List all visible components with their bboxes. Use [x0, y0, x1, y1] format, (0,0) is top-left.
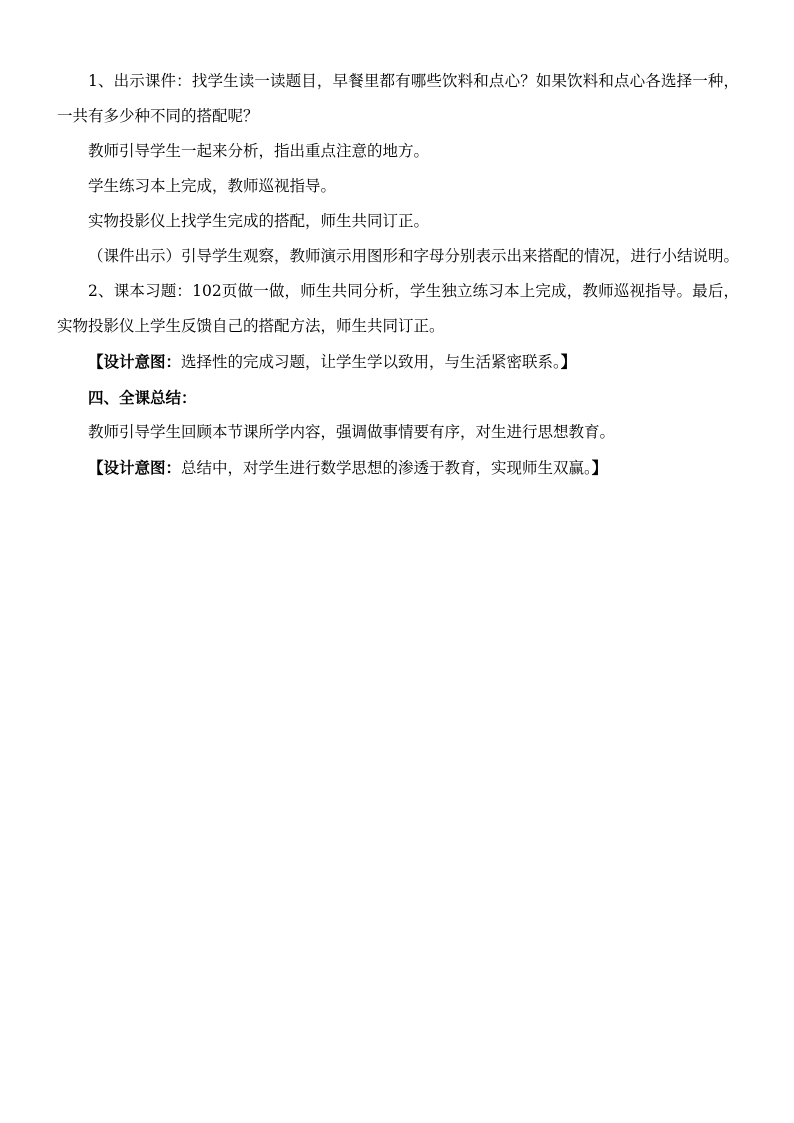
design-intent-2-close: 】: [591, 458, 608, 477]
paragraph-projector-correction: 实物投影仪上找学生完成的搭配，师生共同订正。: [88, 212, 430, 230]
paragraph-teacher-guide: 教师引导学生一起来分析，指出重点注意的地方。: [88, 142, 430, 160]
design-intent-2-body: 总结中，对学生进行数学思想的渗透于教育，实现师生双赢。: [181, 459, 592, 477]
paragraph-step-2: 2、课本习题：102页做一做，师生共同分析，学生独立练习本上完成，教师巡视指导。最后，实物投影仪上学生反馈自己的搭配方法，师生共同订正。: [57, 282, 739, 335]
design-intent-1-close: 】: [560, 352, 577, 371]
design-intent-1-label: 【设计意图：: [88, 352, 182, 371]
paragraph-student-practice: 学生练习本上完成，教师巡视指导。: [88, 177, 337, 195]
design-intent-2: [57, 450, 739, 486]
design-intent-1: [57, 344, 739, 380]
section-heading-summary: 四、全课总结：: [88, 388, 197, 407]
design-intent-2-label: 【设计意图：: [88, 458, 182, 477]
paragraph-step-1: 1、出示课件：找学生读一读题目，早餐里都有哪些饮料和点心？如果饮料和点心各选择一种，一共有多少种不同的搭配呢？: [57, 72, 739, 125]
design-intent-1-body: 选择性的完成习题，让学生学以致用，与生活紧密联系。: [181, 353, 561, 371]
paragraph-courseware-demo: （课件出示）引导学生观察，教师演示用图形和字母分别表示出来搭配的情况，进行小结说明。: [88, 247, 740, 265]
document-body: [57, 64, 739, 486]
paragraph-summary: 教师引导学生回顾本节课所学内容，强调做事情要有序，对生进行思想教育。: [88, 423, 616, 441]
